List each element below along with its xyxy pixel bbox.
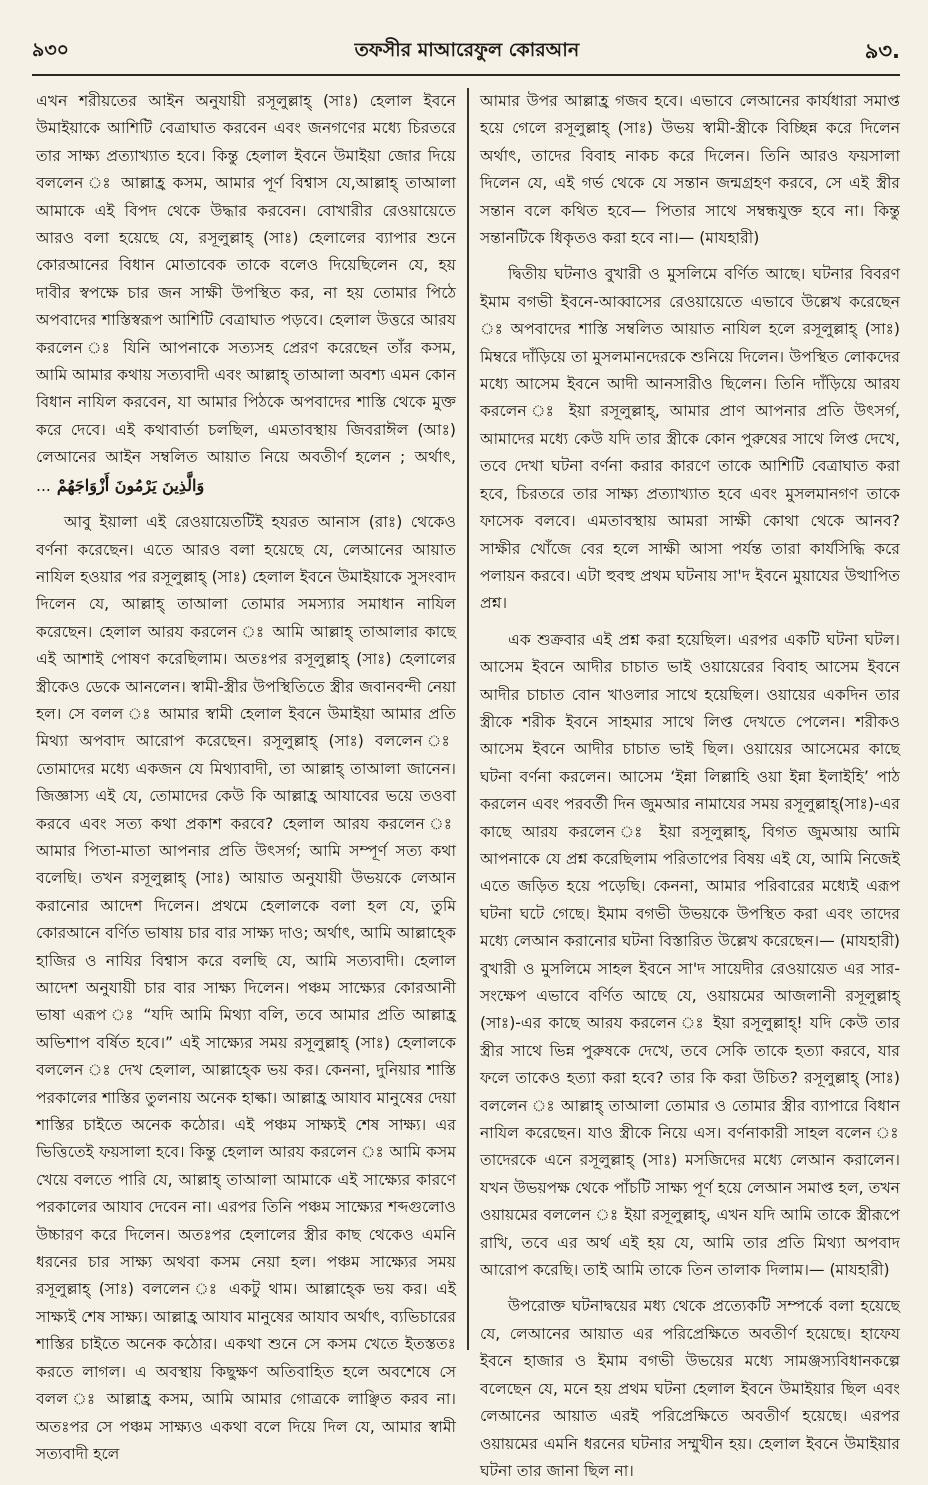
running-title: তফসীর মাআরেফুল কোরআন — [354, 39, 580, 61]
left-paragraph-1 — [36, 88, 456, 500]
arabic-verse: وَالَّذِينَ يَرْمُونَ أَزْوَاجَهُمْ — [56, 475, 205, 495]
running-header — [32, 40, 900, 76]
right-paragraph-3: এক শুক্রবার এই প্রশ্ন করা হয়েছিল। এরপর একটি ঘটনা ঘটল। আসেম ইবনে আদীর চাচাত ভাই ওয়ায়েরের বিবাহ আসেম ইবনে আদীর চাচাত বোন খাওলার সাথে হয়েছিল। ওয়ায়ের একদিন তার স্ত্রীকে শরীক ইবনে সাহমার সাথে লিপ্ত দেখতে পেলেন। শরীকও আসেম ইবনে আদীর চাচাত ভাই ছিল। ওয়ায়ের আসেমের কাছে ঘটনা বর্ণনা করলেন। আসেম ‘ইন্না লিল্লাহি ওয়া ইন্না ইলাইহি’ পাঠ করলেন এবং পরবর্তী দিন জুমআর নামাযের সময় রসূলুল্লাহ্(সাঃ)-এর কাছে আরয করলেন ঃ ইয়া রসূলুল্লাহ্, বিগত জুমআয় আমি আপনাকে যে প্রশ্ন করেছিলাম পরিতাপের বিষয় এই যে, আমি নিজেই এতে জড়িত হয়ে পড়েছি। কেননা, আমার পরিবারের মধ্যেই এরূপ ঘটনা ঘটে গেছে। ইমাম বগভী উভয়কে উপস্থিত করা এবং তাদের মধ্যে লেআন করানোর ঘটনা বিস্তারিত উল্লেখ করেছেন।— (মাযহারী) বুখারী ও মুসলিমে সাহল ইবনে সা'দ সায়েদীর রেওয়ায়েত এর সার-সংক্ষেপ এভাবে বর্ণিত আছে যে, ওয়ায়মের আজলানী রসূলুল্লাহ্ (সাঃ)-এর কাছে আরয করলেন ঃ ইয়া রসূলুল্লাহ্! যদি কেউ তার স্ত্রীর সাথে ভিন্ন পুরুষকে দেখে, তবে সেকি তাকে হত্যা করবে, যার ফলে তাকেও হত্যা করা হবে? তার কি করা উচিত? রসূলুল্লাহ্ (সাঃ) বললেন ঃ আল্লাহ্ তাআলা তোমার ও তোমার স্ত্রীর ব্যাপারে বিধান নাযিল করেছেন। যাও স্ত্রীকে নিয়ে এস। বর্ণনাকারী সাহল বলেন ঃ তাদেরকে এনে রসূলুল্লাহ্ (সাঃ) মসজিদের মধ্যে লেআন করালেন। যখন উভয়পক্ষ থেকে পাঁচটি সাক্ষ্য পূর্ণ হয়ে লেআন সমাপ্ত হল, তখন ওয়ায়মের বললেন ঃ ইয়া রসূলুল্লাহ্, এখন যদি আমি তাকে স্ত্রীরূপে রাখি, তবে এর অর্থ এই হয় যে, আমি তার প্রতি মিথ্যা অপবাদ আরোপ করেছি। তাই আমি তাকে তিন তালাক দিলাম।— (মাযহারী) — [480, 630, 900, 1280]
page-number-right: ৯৩. — [864, 39, 900, 63]
text-columns — [36, 88, 900, 1480]
left-paragraph-1-text: এখন শরীয়তের আইন অনুযায়ী রসূলুল্লাহ্ (সাঃ) হেলাল ইবনে উমাইয়াকে আশিটি বেত্রাঘাত করবেন এবং জনগণের মধ্যে চিরতরে তার সাক্ষ্য প্রত্যাখ্যাত হবে। কিন্তু হেলাল ইবনে উমাইয়া জোর দিয়ে বললেন ঃ আল্লাহ্র কসম, আমার পূর্ণ বিশ্বাস যে,আল্লাহ্ তাআলা আমাকে এই বিপদ থেকে উদ্ধার করবেন। বোখারীর রেওয়ায়েতে আরও বলা হয়েছে যে, রসূলুল্লাহ্ (সাঃ) হেলালের ব্যাপার শুনে কোরআনের বিধান মোতাবেক তাকে বলেও দিয়েছিলেন যে, হয় দাবীর স্বপক্ষে চার জন সাক্ষী উপস্থিত কর, না হয় তোমার পিঠে অপবাদের শাস্তিস্বরূপ আশিটি বেত্রাঘাত পড়বে। হেলাল উত্তরে আরয করলেন ঃ যিনি আপনাকে সত্যসহ প্রেরণ করেছেন তাঁর কসম, আমি আমার কথায় সত্যবাদী এবং আল্লাহ্ তাআলা অবশ্য এমন কোন বিধান নাযিল করবেন, যা আমার পিঠকে অপবাদের শাস্তি থেকে মুক্ত করে দেবে। এই কথাবার্তা চলছিল, এমতাবস্থায় জিবরাঈল (আঃ) লেআনের আইন সম্বলিত আয়াত নিয়ে অবতীর্ণ হলেন ; অর্থাৎ, ... — [36, 92, 456, 495]
right-paragraph-4: উপরোক্ত ঘটনাদ্বয়ের মধ্য থেকে প্রত্যেকটি সম্পর্কে বলা হয়েছে যে, লেআনের আয়াত এর পরিপ্রেক্ষিতে অবতীর্ণ হয়েছে। হাফেয ইবনে হাজার ও ইমাম বগভী উভয়ের মধ্যে সামঞ্জস্যবিধানকল্পে বলেছেন যে, মনে হয় প্রথম ঘটনা হেলাল ইবনে উমাইয়ার ছিল এবং লেআনের আয়াত এরই পরিপ্রেক্ষিতে অবতীর্ণ হয়েছে। এরপর ওয়ায়মের এমনি ধরনের ঘটনার সম্মুখীন হয়। হেলাল ইবনে উমাইয়ার ঘটনা তার জানা ছিল না। — [480, 1297, 900, 1480]
right-paragraph-2: দ্বিতীয় ঘটনাও বুখারী ও মুসলিমে বর্ণিত আছে। ঘটনার বিবরণ ইমাম বগভী ইবনে-আব্বাসের রেওয়ায়েতে এভাবে উল্লেখ করেছেন ঃ অপবাদের শাস্তি সম্বলিত আয়াত নাযিল হলে রসূলুল্লাহ্ (সাঃ) মিম্বরে দাঁড়িয়ে তা মুসলমানদেরকে শুনিয়ে দিলেন। উপস্থিত লোকদের মধ্যে আসেম ইবনে আদী আনসারীও ছিলেন। তিনি দাঁড়িয়ে আরয করলেন ঃ ইয়া রসূলুল্লাহ্, আমার প্রাণ আপনার প্রতি উৎসর্গ, আমাদের মধ্যে কেউ যদি তার স্ত্রীকে কোন পুরুষের সাথে লিপ্ত দেখে, তবে দেখা ঘটনা বর্ণনা করার কারণে তাকে আশিটি বেত্রাঘাত করা হবে, চিরতরে তার সাক্ষ্য প্রত্যাখ্যাত হবে এবং মুসলমানগণ তাকে ফাসেক বলবে। এমতাবস্থায় আমরা সাক্ষী কোথা থেকে আনব? সাক্ষীর খোঁজে বের হলে সাক্ষী আসা পর্যন্ত তারা কার্যসিদ্ধি করে পলায়ন করবে। এটা হুবহু প্রথম ঘটনায় সা'দ ইবনে মুয়াযের উত্থাপিত প্রশ্ন। — [480, 265, 900, 613]
right-column — [480, 88, 900, 1480]
column-divider — [467, 88, 469, 1350]
right-paragraph-1: আমার উপর আল্লাহ্র গজব হবে। এভাবে লেআনের কার্যধারা সমাপ্ত হয়ে গেলে রসূলুল্লাহ্ (সাঃ) উভয় স্বামী-স্ত্রীকে বিচ্ছিন্ন করে দিলেন অর্থাৎ, তাদের বিবাহ নাকচ করে দিলেন। তিনি আরও ফয়সালা দিলেন যে, এই গর্ভ থেকে যে সন্তান জন্মগ্রহণ করবে, সে এই স্ত্রীর সন্তান বলে কথিত হবে— পিতার সাথে সম্বন্ধযুক্ত হবে না। কিন্তু সন্তানটিকে ধিকৃতও করা হবে না।— (মাযহারী) — [480, 92, 900, 248]
page-number-left: ৯৩০ — [32, 39, 70, 61]
left-paragraph-2: আবু ইয়ালা এই রেওয়ায়েতটিই হযরত আনাস (রাঃ) থেকেও বর্ণনা করেছেন। এতে আরও বলা হয়েছে যে, লেআনের আয়াত নাযিল হওয়ার পর রসূলুল্লাহ্ (সাঃ) হেলাল ইবনে উমাইয়াকে সুসংবাদ দিলেন যে, আল্লাহ্ তাআলা তোমার সমস্যার সমাধান নাযিল করেছেন। হেলাল আরয করলেন ঃ আমি আল্লাহ্ তাআলার কাছে এই আশাই পোষণ করেছিলাম। অতঃপর রসূলুল্লাহ্ (সাঃ) হেলালের স্ত্রীকেও ডেকে আনলেন। স্বামী-স্ত্রীর উপস্থিতিতে স্ত্রীর জবানবন্দী নেয়া হল। সে বলল ঃ আমার স্বামী হেলাল ইবনে উমাইয়া আমার প্রতি মিথ্যা অপবাদ আরোপ করেছেন। রসূলুল্লাহ্ (সাঃ) বললেন ঃ তোমাদের মধ্যে একজন যে মিথ্যাবাদী, তা আল্লাহ্ তাআলা জানেন। জিজ্ঞাস্য এই যে, তোমাদের কেউ কি আল্লাহ্র আযাবের ভয়ে তওবা করবে এবং সত্য কথা প্রকাশ করবে? হেলাল আরয করলেন ঃ আমার পিতা-মাতা আপনার প্রতি উৎসর্গ; আমি সম্পূর্ণ সত্য কথা বলেছি। তখন রসূলুল্লাহ্ (সাঃ) আয়াত অনুযায়ী উভয়কে লেআন করানোর আদেশ দিলেন। প্রথমে হেলালকে বলা হল যে, তুমি কোরআনে বর্ণিত ভাষায় চার বার সাক্ষ্য দাও; অর্থাৎ, আমি আল্লাহ্কে হাজির ও নাযির বিশ্বাস করে বলছি যে, আমি সত্যবাদী। হেলাল আদেশ অনুযায়ী চার বার সাক্ষ্য দিলেন। পঞ্চম সাক্ষ্যের কোরআনী ভাষা এরূপ ঃ “যদি আমি মিথ্যা বলি, তবে আমার প্রতি আল্লাহ্র অভিশাপ বর্ষিত হবে।” এই সাক্ষ্যের সময় রসূলুল্লাহ্ (সাঃ) হেলালকে বললেন ঃ দেখ হেলাল, আল্লাহ্কে ভয় কর। কেননা, দুনিয়ার শাস্তি পরকালের শাস্তির তুলনায় অনেক হাল্কা। আল্লাহ্র আযাব মানুষের দেয়া শাস্তির চাইতে অনেক কঠোর। এই পঞ্চম সাক্ষ্যই শেষ সাক্ষ্য। এর ভিত্তিতেই ফয়সালা হবে। কিন্তু হেলাল আরয করলেন ঃ আমি কসম খেয়ে বলতে পারি যে, আল্লাহ্ তাআলা আমাকে এই সাক্ষ্যের কারণে পরকালের আযাব দেবেন না। এরপর তিনি পঞ্চম সাক্ষ্যের শব্দগুলোও উচ্চারণ করে দিলেন। অতঃপর হেলালের স্ত্রীর কাছ থেকেও এমনি ধরনের চার সাক্ষ্য অথবা কসম নেয়া হল। পঞ্চম সাক্ষ্যের সময় রসূলুল্লাহ্ (সাঃ) বললেন ঃ একটু থাম। আল্লাহ্কে ভয় কর। এই সাক্ষ্যই শেষ সাক্ষ্য। আল্লাহ্র আযাব মানুষের আযাব অর্থাৎ, ব্যভিচারের শাস্তির চাইতে অনেক কঠোর। একথা শুনে সে কসম খেতে ইতস্ততঃ করতে লাগল। এ অবস্থায় কিছুক্ষণ অতিবাহিত হলে অবশেষে সে বলল ঃ আল্লাহ্র কসম, আমি আমার গোত্রকে লাঞ্ছিত করব না। অতঃপর সে পঞ্চম সাক্ষ্যও একথা বলে দিয়ে দিল যে, আমার স্বামী সত্যবাদী হলে — [36, 513, 456, 1463]
left-column — [36, 88, 456, 1463]
